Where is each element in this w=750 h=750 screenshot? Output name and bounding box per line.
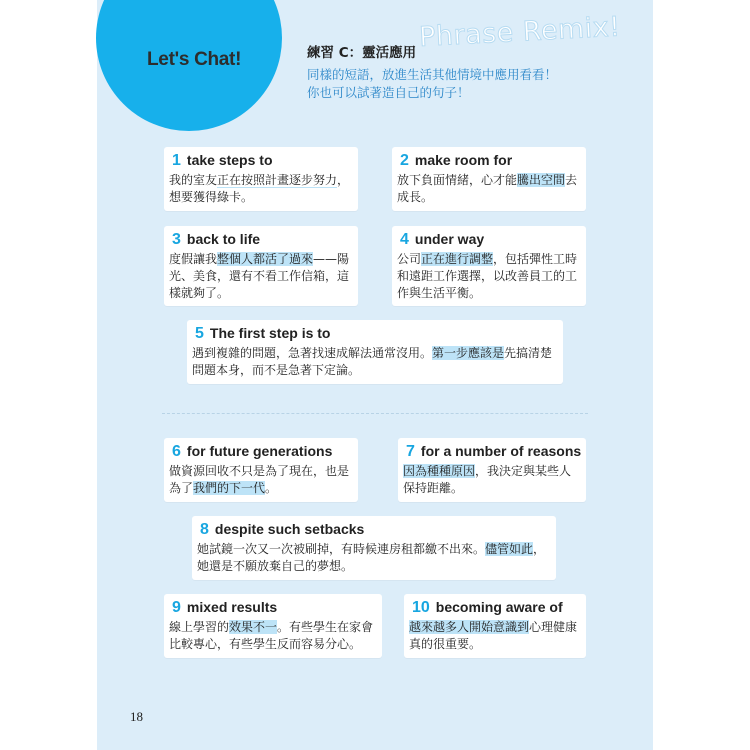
card-heading: [400, 152, 512, 170]
phrase-card-8: [192, 516, 556, 580]
card-phrase: becoming aware of: [435, 599, 563, 615]
instruction-line-1: 同樣的短語，放進生活其他情境中應用看看！: [307, 67, 558, 82]
instruction-line-2: 你也可以試著造自己的句子！: [307, 85, 470, 100]
card-example: 線上學習的效果不一。有些學生在家會比較專心，有些學生反而容易分心。: [169, 620, 374, 651]
phrase-card-6: [164, 438, 358, 502]
instructions: [307, 66, 557, 102]
highlighted-translation: 儘管如此: [485, 542, 534, 556]
card-phrase: The first step is to: [209, 325, 331, 341]
card-heading: [172, 231, 260, 249]
phrase-card-10: [404, 594, 586, 658]
card-example: 做資源回收不只是為了現在，也是為了我們的下一代。: [169, 464, 350, 495]
card-number: 9: [172, 599, 181, 616]
highlighted-translation: 因為種種原因: [403, 464, 476, 478]
card-number: 3: [172, 231, 181, 248]
phrase-card-9: [164, 594, 382, 658]
phrase-card-5: [187, 320, 563, 384]
card-number: 5: [195, 325, 204, 342]
card-number: 1: [172, 152, 181, 169]
card-heading: [195, 325, 330, 343]
card-number: 7: [406, 443, 415, 460]
card-example: 她試鏡一次又一次被刷掉，有時候連房租都繳不出來。儘管如此，她還是不願放棄自己的夢想。: [197, 542, 546, 573]
card-number: 10: [412, 599, 430, 616]
phrase-card-2: [392, 147, 586, 211]
section-divider: [162, 413, 588, 414]
card-phrase: make room for: [414, 152, 513, 168]
card-heading: [406, 443, 581, 461]
card-heading: [172, 443, 332, 461]
phrase-card-3: [164, 226, 358, 306]
card-example: 公司正在進行調整，包括彈性工時和遠距工作選擇，以改善員工的工作與生活平衡。: [397, 252, 578, 300]
highlighted-translation: 效果不一: [229, 620, 278, 634]
highlighted-translation: 整個人都活了過來: [217, 252, 314, 266]
highlighted-translation: 越來越多人開始意識到: [409, 620, 530, 634]
highlighted-translation: 我們的下一代: [193, 481, 266, 495]
phrase-remix-title: Phrase Remix!: [418, 11, 622, 54]
card-heading: [412, 599, 563, 617]
card-example: 放下負面情緒，心才能騰出空間去成長。: [397, 173, 578, 204]
card-number: 2: [400, 152, 409, 169]
card-heading: [172, 599, 277, 617]
highlighted-translation: 騰出空間: [517, 173, 566, 187]
card-example: 我的室友正在按照計畫逐步努力，想要獲得綠卡。: [169, 173, 350, 204]
card-heading: [400, 231, 484, 249]
card-example: 越來越多人開始意識到心理健康真的很重要。: [409, 620, 578, 651]
card-number: 6: [172, 443, 181, 460]
card-example: 因為種種原因，我決定與某些人保持距離。: [403, 464, 572, 495]
phrase-card-4: [392, 226, 586, 306]
card-heading: [200, 521, 364, 539]
card-phrase: under way: [414, 231, 485, 247]
card-phrase: mixed results: [186, 599, 278, 615]
card-phrase: back to life: [186, 231, 261, 247]
card-heading: [172, 152, 273, 170]
card-phrase: take steps to: [186, 152, 273, 168]
phrase-card-1: [164, 147, 358, 211]
card-example: 遇到複雜的問題，急著找速成解法通常沒用。第一步應該是先搞清楚問題本身，而不是急著下定論。: [192, 346, 553, 377]
lets-chat-title: Let's Chat!: [147, 49, 242, 70]
page-number: 18: [130, 709, 143, 724]
card-number: 4: [400, 231, 409, 248]
exercise-title: 練習 C：靈活應用: [307, 45, 417, 61]
highlighted-translation: 正在按照計畫逐步努力: [217, 173, 338, 187]
card-phrase: for a number of reasons: [420, 443, 582, 459]
card-phrase: for future generations: [186, 443, 333, 459]
highlighted-translation: 第一步應該是: [432, 346, 505, 360]
card-number: 8: [200, 521, 209, 538]
highlighted-translation: 正在進行調整: [421, 252, 494, 266]
card-example: 度假讓我整個人都活了過來——陽光、美食，還有不看工作信箱，這樣就夠了。: [169, 252, 350, 300]
card-phrase: despite such setbacks: [214, 521, 365, 537]
phrase-card-7: [398, 438, 586, 502]
